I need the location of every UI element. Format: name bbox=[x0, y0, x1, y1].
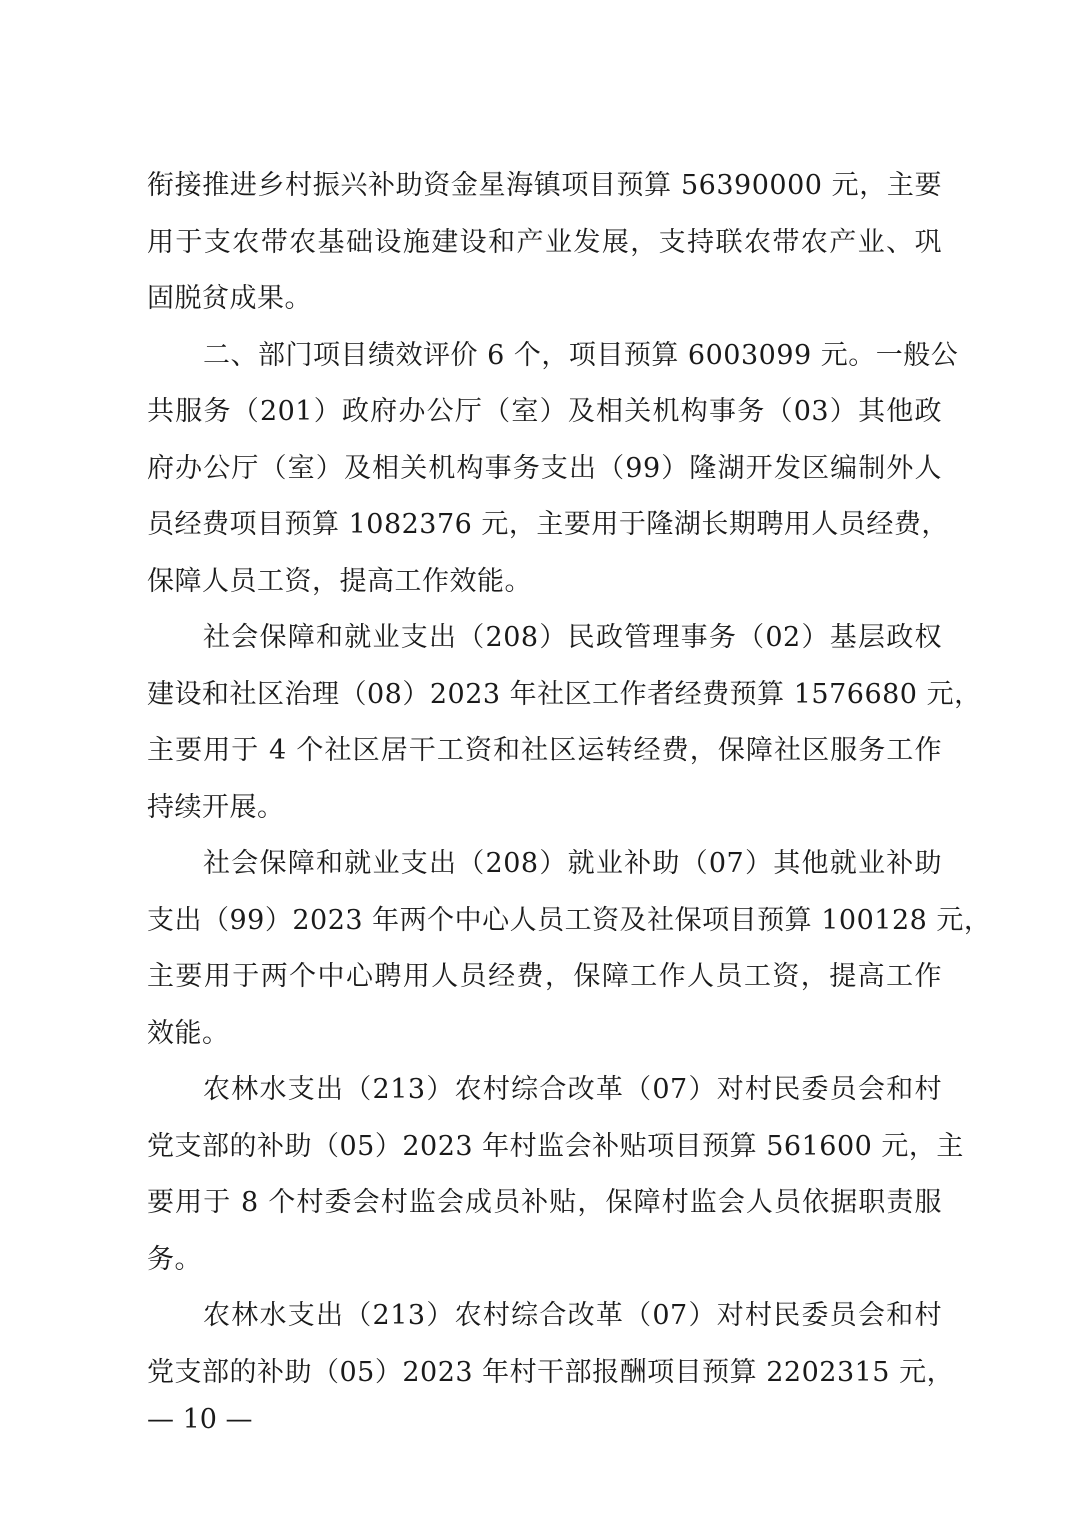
paragraph-start-line: 社会保障和就业支出（208）就业补助（07）其他就业补助 bbox=[203, 848, 942, 879]
text-line: 保障人员工资，提高工作效能。 bbox=[147, 565, 532, 597]
text-line: 府办公厅（室）及相关机构事务支出（99）隆湖开发区编制外人 bbox=[147, 452, 942, 484]
text-line: 效能。 bbox=[147, 1017, 230, 1049]
text-line: 主要用于两个中心聘用人员经费，保障工作人员工资，提高工作 bbox=[147, 961, 942, 992]
paragraph-start-line: 二、部门项目绩效评价 6 个，项目预算 6003099 元。一般公 bbox=[203, 339, 959, 371]
body-text bbox=[147, 158, 992, 1401]
text-line: 支出（99）2023 年两个中心人员工资及社保项目预算 100128 元， bbox=[147, 904, 992, 936]
paragraph-start-line: 农林水支出（213）农村综合改革（07）对村民委员会和村 bbox=[203, 1300, 942, 1331]
paragraph-start-line: 社会保障和就业支出（208）民政管理事务（02）基层政权 bbox=[203, 622, 942, 653]
text-line: 衔接推进乡村振兴补助资金星海镇项目预算 56390000 元，主要 bbox=[147, 170, 942, 201]
text-line: 固脱贫成果。 bbox=[147, 283, 312, 314]
page-number: — 10 — bbox=[147, 1404, 253, 1435]
text-line: 员经费项目预算 1082376 元，主要用于隆湖长期聘用人员经费， bbox=[147, 509, 949, 540]
text-line: 党支部的补助（05）2023 年村监会补贴项目预算 561600 元，主 bbox=[147, 1130, 964, 1162]
text-line: 持续开展。 bbox=[147, 791, 285, 823]
text-line: 要用于 8 个村委会村监会成员补贴，保障村监会人员依据职责服 bbox=[147, 1187, 942, 1218]
text-line: 用于支农带农基础设施建设和产业发展，支持联农带农产业、巩 bbox=[147, 226, 942, 258]
text-line: 务。 bbox=[147, 1243, 202, 1275]
text-line: 主要用于 4 个社区居干工资和社区运转经费，保障社区服务工作 bbox=[147, 735, 942, 766]
text-line: 党支部的补助（05）2023 年村干部报酬项目预算 2202315 元， bbox=[147, 1356, 955, 1388]
paragraph-start-line: 农林水支出（213）农村综合改革（07）对村民委员会和村 bbox=[203, 1074, 942, 1105]
text-line: 共服务（201）政府办公厅（室）及相关机构事务（03）其他政 bbox=[147, 396, 942, 427]
text-line: 建设和社区治理（08）2023 年社区工作者经费预算 1576680 元， bbox=[147, 678, 982, 710]
